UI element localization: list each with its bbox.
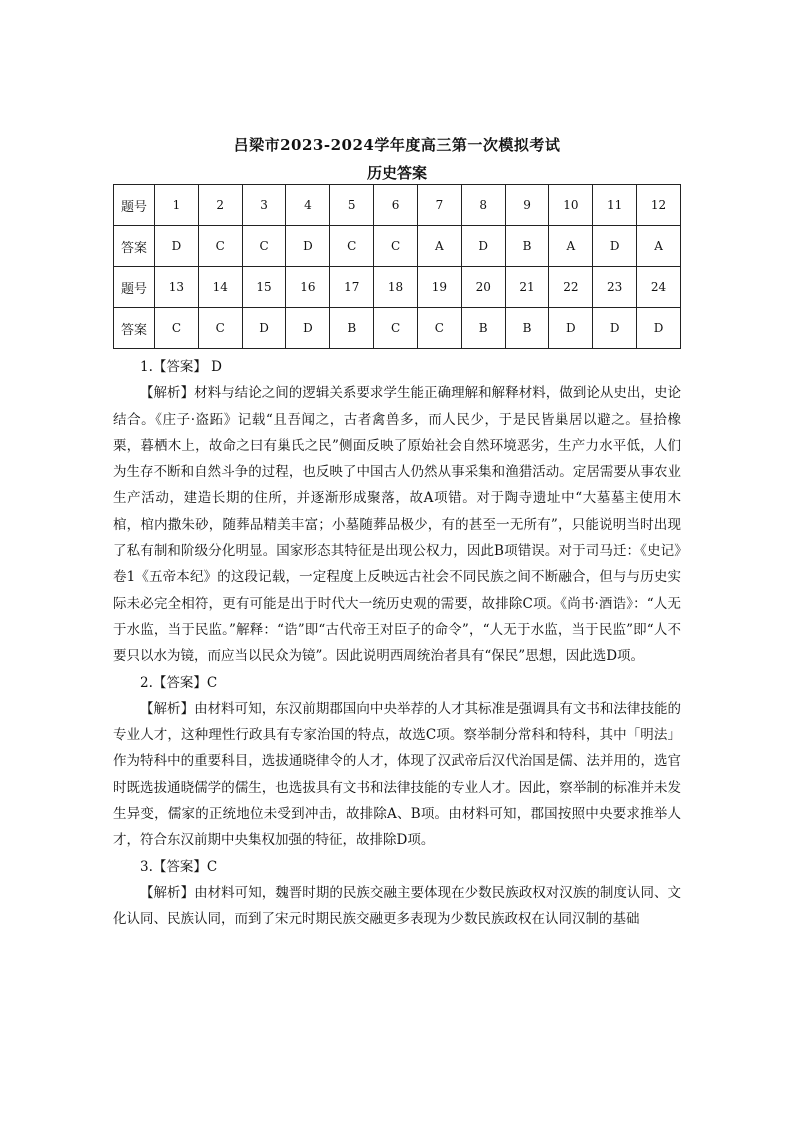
table-cell: A xyxy=(549,226,593,267)
analysis-section xyxy=(113,354,681,933)
table-cell: 21 xyxy=(505,267,549,308)
table-cell: 11 xyxy=(593,185,637,226)
table-cell: D xyxy=(286,226,330,267)
table-cell: D xyxy=(593,308,637,349)
table-cell: D xyxy=(461,226,505,267)
table-row xyxy=(114,185,681,226)
table-cell: 17 xyxy=(330,267,374,308)
answer-line-3: 3.【答案】C xyxy=(140,858,218,875)
table-cell: C xyxy=(242,226,286,267)
table-cell: 9 xyxy=(505,185,549,226)
table-cell: C xyxy=(374,308,418,349)
table-cell: 4 xyxy=(286,185,330,226)
table-cell: C xyxy=(198,308,242,349)
table-cell: D xyxy=(286,308,330,349)
document-title: 吕梁市2023-2024学年度高三第一次模拟考试 xyxy=(233,136,561,154)
table-cell: D xyxy=(155,226,199,267)
table-cell: C xyxy=(374,226,418,267)
table-cell: 22 xyxy=(549,267,593,308)
table-cell: 13 xyxy=(155,267,199,308)
table-row xyxy=(114,267,681,308)
document-subtitle: 历史答案 xyxy=(366,164,427,182)
table-cell: B xyxy=(505,226,549,267)
row-header: 题号 xyxy=(114,267,155,308)
row-header: 答案 xyxy=(114,308,155,349)
table-cell: 19 xyxy=(417,267,461,308)
table-cell: D xyxy=(549,308,593,349)
table-cell: C xyxy=(417,308,461,349)
analysis-paragraph-2: 【解析】由材料可知，东汉前期郡国向中央举荐的人才其标准是强调具有文书和法律技能的专业人才，这种理性行政具有专家治国的特点，故选C项。察举制分常科和特科，其中「明法」作为特科中的重要科目，选拔通晓律令的人才，体现了汉武帝后汉代治国是儒、法并用的，选官时既选拔通晓儒学的儒生，也选拔具有文书和法律技能的专业人才。因此，察举制的标准并未发生异变，儒家的正统地位未受到冲击，故排除A、B项。由材料可知，郡国按照中央要求推举人才，符合东汉前期中央集权加强的特征，故排除D项。 xyxy=(113,700,681,849)
table-cell: 2 xyxy=(198,185,242,226)
answer-line-1: 1.【答案】 D xyxy=(140,359,222,375)
table-row xyxy=(114,226,681,267)
table-cell: 3 xyxy=(242,185,286,226)
row-header: 答案 xyxy=(114,226,155,267)
table-cell: A xyxy=(637,226,681,267)
table-cell: C xyxy=(330,226,374,267)
table-cell: 7 xyxy=(417,185,461,226)
table-cell: 1 xyxy=(155,185,199,226)
table-cell: 14 xyxy=(198,267,242,308)
table-cell: C xyxy=(155,308,199,349)
table-cell: B xyxy=(505,308,549,349)
table-cell: 18 xyxy=(374,267,418,308)
analysis-paragraph-3: 【解析】由材料可知，魏晋时期的民族交融主要体现在少数民族政权对汉族的制度认同、文化认同、民族认同，而到了宋元时期民族交融更多表现为少数民族政权在认同汉制的基础 xyxy=(113,884,681,928)
table-cell: 24 xyxy=(637,267,681,308)
row-header: 题号 xyxy=(114,185,155,226)
table-cell: B xyxy=(330,308,374,349)
table-cell: A xyxy=(417,226,461,267)
table-cell: 8 xyxy=(461,185,505,226)
table-cell: 16 xyxy=(286,267,330,308)
table-cell: B xyxy=(461,308,505,349)
analysis-paragraph-1: 【解析】材料与结论之间的逻辑关系要求学生能正确理解和解释材料，做到论从史出，史论结合。《庄子·盗跖》记载“且吾闻之，古者禽兽多，而人民少，于是民皆巢居以避之。昼拾橡栗，暮栖木上，故命之曰有巢氏之民”侧面反映了原始社会自然环境恶劣，生产力水平低，人们为生存不断和自然斗争的过程，也反映了中国古人仍然从事采集和渔猎活动。定居需要从事农业生产活动，建造长期的住所，并逐渐形成聚落，故A项错。对于陶寺遗址中“大墓墓主使用木棺，棺内撒朱砂，随葬品精美丰富；小墓随葬品极少，有的甚至一无所有”，只能说明当时出现了私有制和阶级分化明显。国家形态其特征是出现公权力，因此B项错误。对于司马迁：《史记》卷1《五帝本纪》的这段记载，一定程度上反映远古社会不同民族之间不断融合，但与与历史实际未必完全相符，更有可能是出于时代大一统历史观的需要，故排除C项。《尚书·酒诰》：“人无于水监，当于民监。”解释：“诰”即“古代帝王对臣子的命令”，“人无于水监，当于民监”即“人不要只以水为镜，而应当以民众为镜”。因此说明西周统治者具有“保民”思想，因此选D项。 xyxy=(113,385,681,665)
table-cell: 15 xyxy=(242,267,286,308)
table-cell: 5 xyxy=(330,185,374,226)
table-cell: 10 xyxy=(549,185,593,226)
table-row xyxy=(114,308,681,349)
table-cell: D xyxy=(637,308,681,349)
table-cell: 23 xyxy=(593,267,637,308)
table-cell: 12 xyxy=(637,185,681,226)
answer-line-2: 2.【答案】C xyxy=(140,674,218,691)
table-cell: 6 xyxy=(374,185,418,226)
table-cell: C xyxy=(198,226,242,267)
answer-table xyxy=(113,184,681,349)
table-cell: D xyxy=(242,308,286,349)
table-cell: D xyxy=(593,226,637,267)
table-cell: 20 xyxy=(461,267,505,308)
